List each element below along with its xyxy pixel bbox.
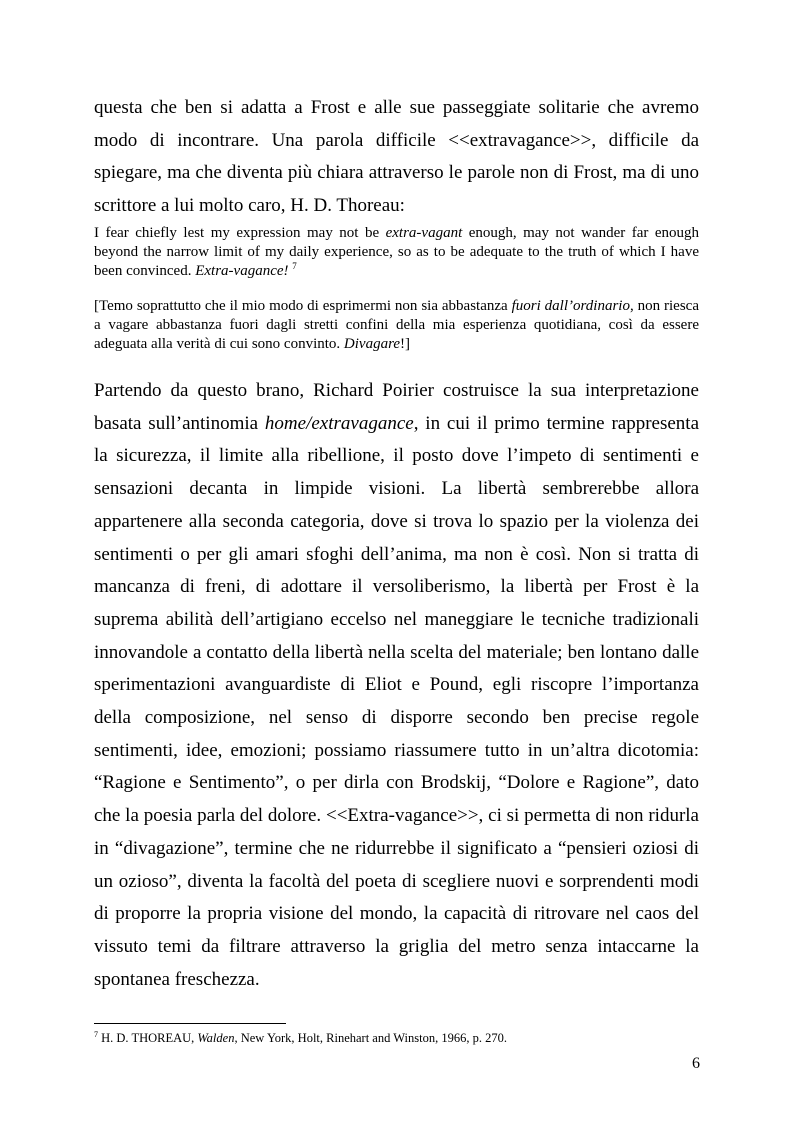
body-paragraph-1 — [94, 92, 699, 223]
paragraph-emphasis: home/extravagance — [264, 412, 414, 434]
quote-text: [Temo soprattutto che il mio modo di esprimermi non sia abbastanza — [94, 298, 512, 314]
body-paragraph-2 — [94, 375, 699, 996]
block-quote-english — [94, 224, 699, 281]
block-quote-italian — [94, 297, 699, 354]
footnote-title: Walden — [197, 1031, 235, 1045]
quote-emphasis: fuori dall’ordinario — [511, 298, 630, 314]
paragraph-text: questa che ben si adatta a Frost e alle sue passeggiate solitarie che avremo modo di incontrare. Una parola difficile <<extravagance>>, difficile da spiegare, ma che diventa più chiara attraverso le parole non di Frost, ma di uno scrittore a lui molto caro, H. D. Thoreau: — [94, 97, 699, 217]
page-number: 6 — [692, 1055, 700, 1072]
quote-emphasis: extra-vagant — [385, 225, 463, 241]
footnote — [94, 1030, 699, 1046]
footnote-text: , New York, Holt, Rinehart and Winston, 1966, p. 270. — [234, 1031, 507, 1045]
quote-text: , non riesca a vagare abbastanza fuori dagli stretti confini della mia esperienza quotidiana, così da essere adeguata alla verità di cui sono convinto. — [94, 298, 699, 352]
paragraph-text: , in cui il primo termine rappresenta la sicurezza, il limite alla ribellione, il posto dove l’impeto di sentimenti e sensazioni decanta in limpide visioni. La libertà sembrerebbe allora appartenere alla seconda categoria, dove si trova lo spazio per la violenza dei sentimenti o per gli amari sfoghi dell’anima, ma non è così. Non si tratta di mancanza di freni, di adottare il versoliberismo, la libertà per Frost è la suprema abilità dell’artigiano eccelso nel maneggiare le tecniche tradizionali innovandole a contatto della libertà nella scelta del materiale; ben lontano dalle sperimentazioni avanguardiste di Eliot e Pound, egli riscopre l’importanza della composizione, nel senso di disporre secondo ben precise regole sentimenti, idee, emozioni; possiamo riassumere tutto in un’altra dicotomia: “Ragione e Sentimento”, o per dirla con Brodskij, “Dolore e Ragione”, dato che la poesia parla del dolore. <<Extra-vagance>>, ci si permetta di non ridurla in “divagazione”, termine che ne ridurrebbe il significato a “pensieri oziosi di un ozioso”, diventa la facoltà del poeta di scegliere nuovi e sorprendenti modi di proporre la propria visione del mondo, la capacità di ritrovare nel caos del vissuto temi da filtrare attraverso la griglia del metro senza intaccarne la spontanea freschezza. — [94, 412, 700, 990]
quote-text: !] — [400, 336, 411, 352]
quote-text: I fear chiefly lest my expression may not be — [94, 225, 386, 241]
footnote-separator — [94, 1023, 286, 1024]
quote-text: enough, may not wander far enough beyond the narrow limit of my daily experience, so as to be adequate to the truth of which I have been convinced. — [94, 225, 699, 279]
footnote-reference: 7 — [292, 261, 297, 271]
footnote-number: 7 — [94, 1029, 98, 1039]
quote-emphasis: Divagare — [343, 336, 401, 352]
quote-emphasis: Extra-vagance! — [195, 263, 289, 279]
footnote-text: H. D. THOREAU, — [98, 1031, 198, 1045]
paragraph-text: Partendo da questo brano, Richard Poirier costruisce la sua interpretazione basata sull’antinomia — [94, 380, 699, 434]
